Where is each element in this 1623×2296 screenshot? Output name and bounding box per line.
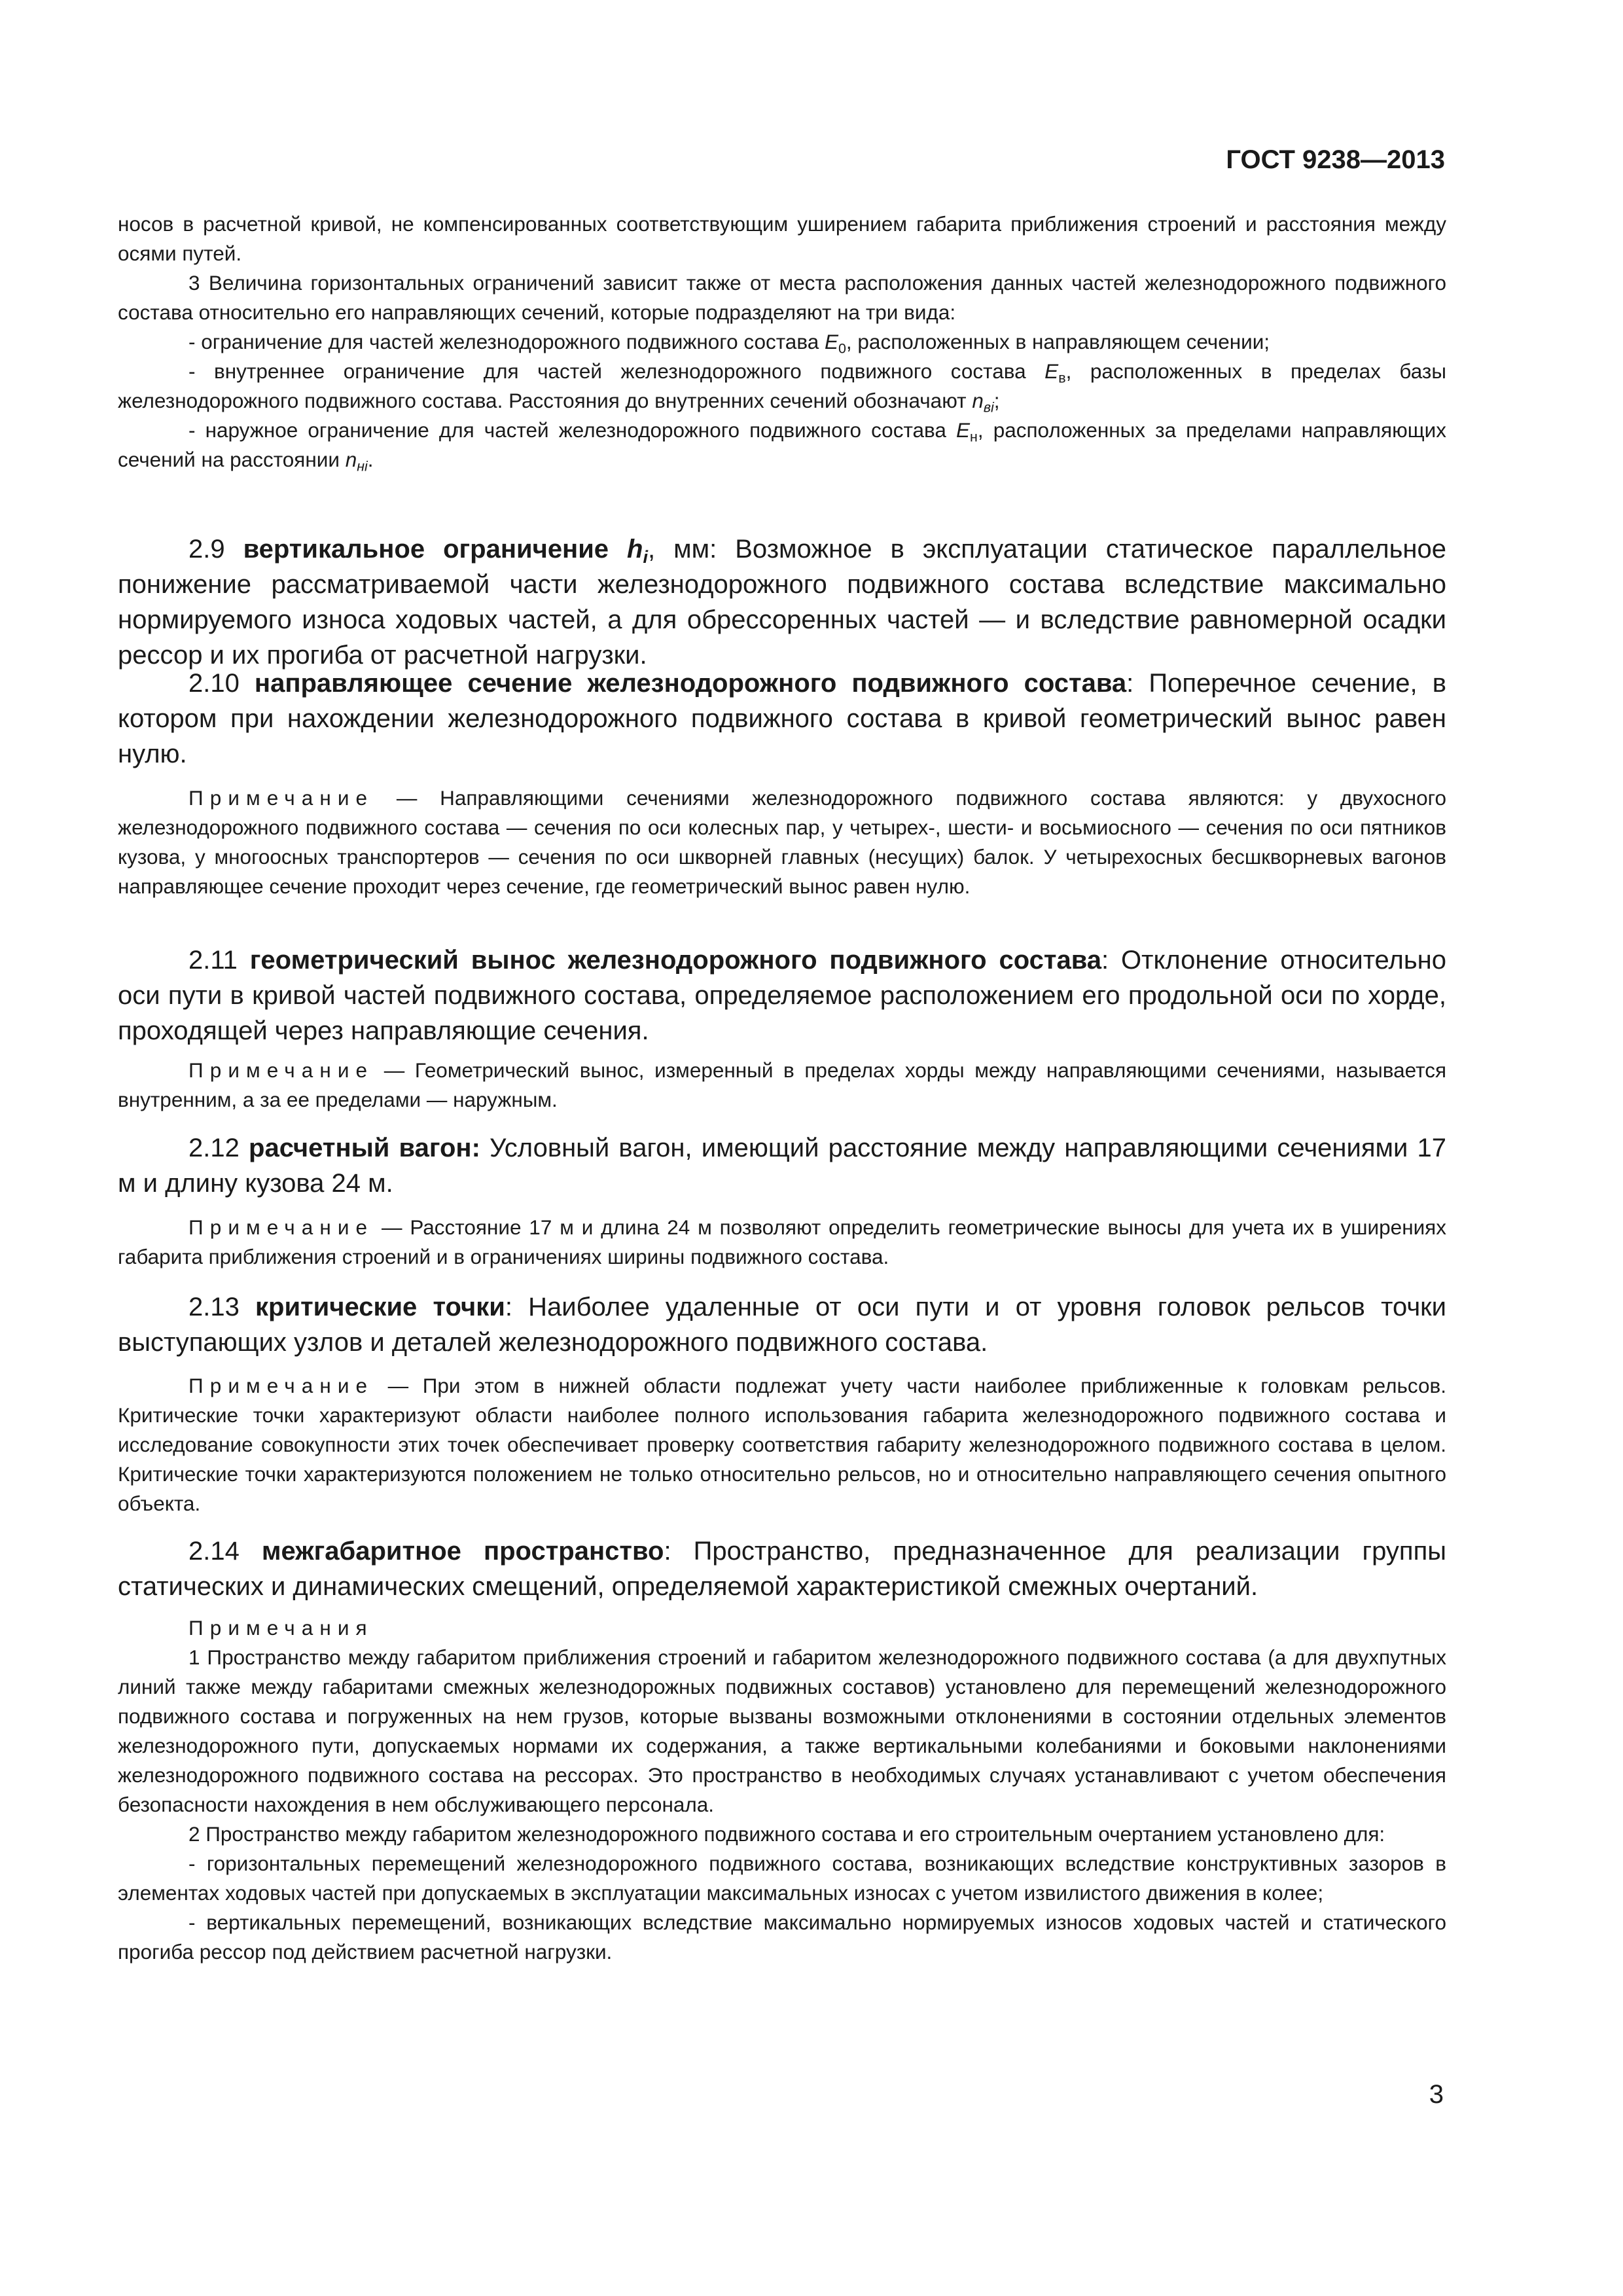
notes-label: Примечания <box>188 1616 374 1640</box>
list-item: - горизонтальных перемещений железнодорожного подвижного состава, возникающих вследствие конструктивных зазоров в элементах ходовых частей при допускаемых в эксплуатации максимальных износах с учетом извилистого движения в колее; <box>118 1852 1446 1905</box>
definition-2-13: 2.13 критические точки: Наиболее удаленные от оси пути и от уровня головок рельсов точки выступающих узлов и деталей железнодорожного подвижного состава. <box>118 1293 1446 1357</box>
definition-2-14: 2.14 межгабаритное пространство: Пространство, предназначенное для реализации группы статических и динамических смещений, определяемой характеристикой смежных очертаний. <box>118 1537 1447 1601</box>
note-2-10: Примечание — Направляющими сечениями железнодорожного подвижного состава являются: у двухосного железнодорожного подвижного состава — сечения по оси колесных пар, у четырех-, шести- и восьмиосного — сечения по оси пятников кузова, у многоосных транспортеров — сечения по оси шкворней главных (несущих) балок. У четырехосных бесшкворневых вагонов направляющее сечение проходит через сечение, где геометрический вынос равен нулю. <box>118 786 1446 898</box>
note-2-12: Примечание — Расстояние 17 м и длина 24 м позволяют определить геометрические выносы для учета их в уширениях габарита приближения строений и в ограничениях ширины подвижного состава. <box>118 1215 1446 1268</box>
standard-code: ГОСТ 9238—2013 <box>1226 145 1445 174</box>
note-item: 2 Пространство между габаритом железнодорожного подвижного состава и его строительным очертанием установлено для: <box>188 1822 1385 1846</box>
continuation-block <box>118 209 1446 475</box>
definition-2-12: 2.12 расчетный вагон: Условный вагон, имеющий расстояние между направляющими сечениями 17 м и длину кузова 24 м. <box>118 1134 1447 1198</box>
note-2-13: Примечание — При этом в нижней области подлежат учету части наиболее приближенные к головкам рельсов. Критические точки характеризуют области наиболее полного использования габарита железнодорожного подвижного состава и исследование совокупности этих точек обеспечивает проверку соответствия габариту железнодорожного подвижного состава в целом. Критические точки характеризуются положением не только относительно рельсов, но и относительно направляющего сечения опытного объекта. <box>118 1374 1446 1515</box>
list-item: - наружное ограничение для частей железнодорожного подвижного состава $E_н$, расположенных за пределами направляющих сечений на расстоянии $n_{нi}$. <box>118 418 1446 475</box>
list-item: - внутреннее ограничение для частей железнодорожного подвижного состава $E_в$, расположенных в пределах базы железнодорожного подвижного состава. Расстояния до внутренних сечений обозначают $n_{вi}$; <box>118 359 1447 416</box>
notes-2-14 <box>118 1613 1446 1967</box>
list-item: - ограничение для частей железнодорожного подвижного состава $E_0$, расположенных в направляющем сечении; <box>188 330 1270 357</box>
paragraph: 3 Величина горизонтальных ограничений зависит также от места расположения данных частей железнодорожного подвижного состава относительно его направляющих сечений, которые подразделяют на три вида: <box>118 271 1446 324</box>
definition-2-10: 2.10 направляющее сечение железнодорожного подвижного состава: Поперечное сечение, в котором при нахождении железнодорожного подвижного состава в кривой геометрический вынос равен нулю. <box>118 669 1446 768</box>
note-2-11: Примечание — Геометрический вынос, измеренный в пределах хорды между направляющими сечениями, называется внутренним, а за ее пределами — наружным. <box>118 1058 1446 1111</box>
page-number: 3 <box>1429 2080 1444 2109</box>
definition-2-9: 2.9 вертикальное ограничение $h_i$, мм: Возможное в эксплуатации статическое параллельное понижение рассматриваемой части железнодорожного подвижного состава вследствие максимально нормируемого износа ходовых частей, а для обрессоренных частей — и вследствие равномерной осадки рессор и их прогиба от расчетной нагрузки. <box>118 535 1447 670</box>
paragraph: носов в расчетной кривой, не компенсированных соответствующим уширением габарита приближения строений и расстояния между осями путей. <box>118 212 1446 265</box>
list-item: - вертикальных перемещений, возникающих вследствие максимально нормируемых износов ходовых частей и статического прогиба рессор под действием расчетной нагрузки. <box>118 1910 1446 1964</box>
definition-2-11: 2.11 геометрический вынос железнодорожного подвижного состава: Отклонение относительно оси пути в кривой частей подвижного состава, определяемое расположением его продольной оси по хорде, проходящей через направляющие сечения. <box>118 946 1446 1045</box>
note-item: 1 Пространство между габаритом приближения строений и габаритом железнодорожного подвижного состава (а для двухпутных линий также между габаритами смежных железнодорожных подвижных составов) установлено для перемещений железнодорожного подвижного состава и погруженных на нем грузов, которые вызваны возможными отклонениями в состоянии отдельных элементов железнодорожного пути, допускаемых нормами их содержания, а также вертикальными колебаниями и боковыми наклонениями железнодорожного подвижного состава на рессорах. Это пространство в необходимых случаях устанавливают с учетом обеспечения безопасности нахождения в нем обслуживающего персонала. <box>118 1645 1446 1816</box>
